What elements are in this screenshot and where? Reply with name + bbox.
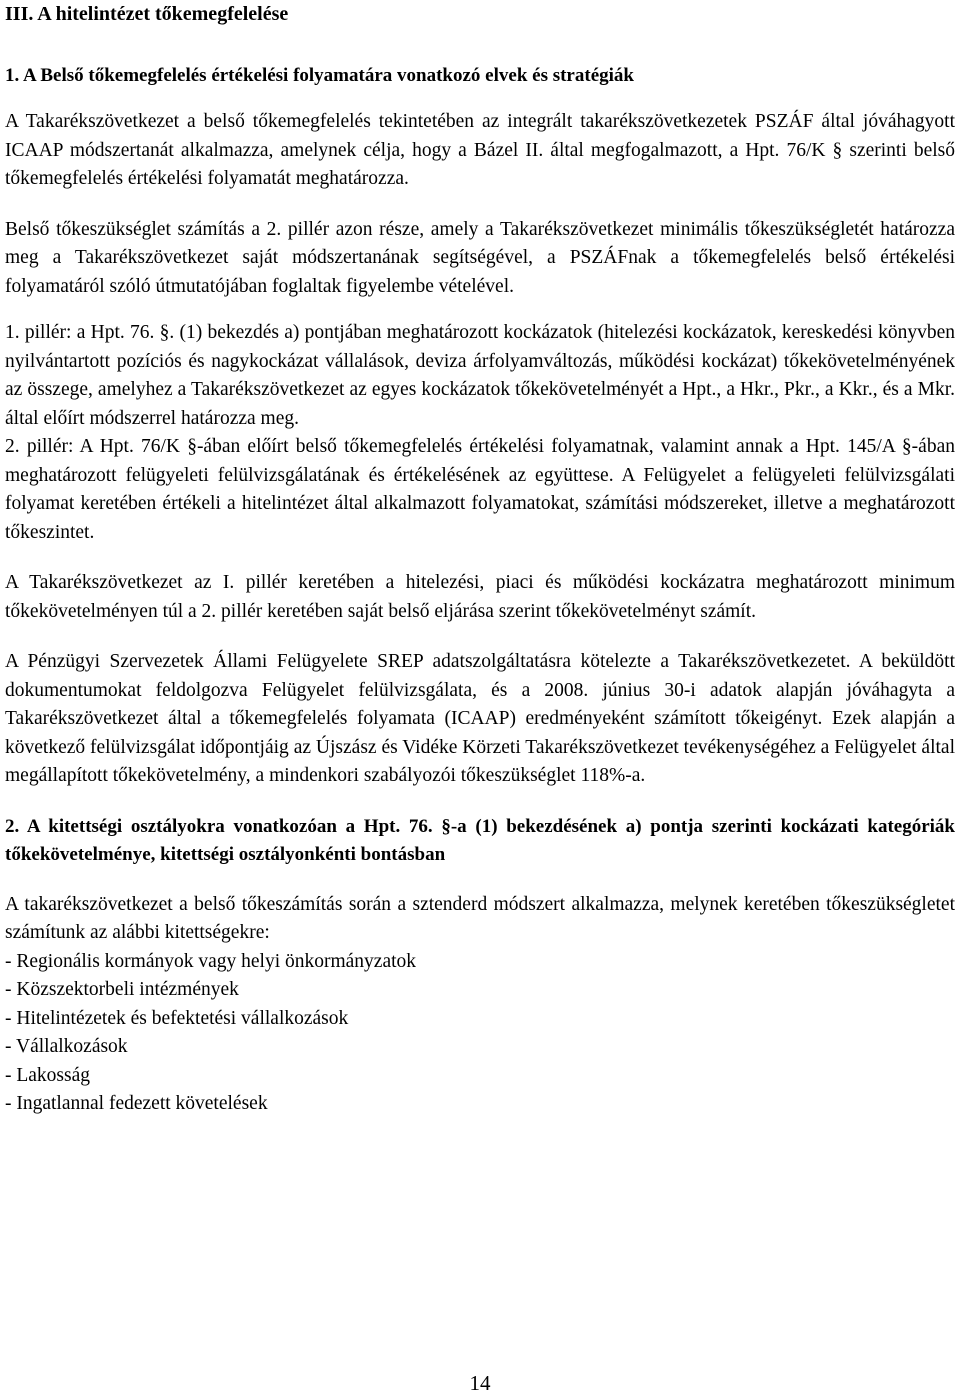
paragraph-icaap-intro: A Takarékszövetkezet a belső tőkemegfelelés tekintetében az integrált takarékszövetkezetek PSZÁF által jóváhagyott ICAAP módszertanát alkalmazza, amelynek célja, hogy a Bázel II. által megfogalmazott, a Hpt. 76/K § szerinti belső tőkemegfelelés értékelési folyamatát meghatározza. — [5, 111, 955, 189]
paragraph-internal-capital: Belső tőkeszükséglet számítás a 2. pillér azon része, amely a Takarékszövetkezet minimális tőkeszükségletét határozza meg a Takarékszövetkezet saját módszertanának segítségével, a PSZÁFnak a tőkemegfelelés belső értékelési folyamatáról szóló útmutatójában foglaltak figyelembe vételével. — [5, 218, 955, 297]
list-item: - Hitelintézetek és befektetési vállalkozások — [5, 1007, 349, 1029]
spacer — [5, 301, 955, 319]
document-page — [5, 0, 955, 1119]
spacer — [5, 194, 955, 216]
exposure-class-list — [5, 948, 955, 1119]
paragraph-capital-requirement: A Takarékszövetkezet az I. pillér keretében a hitelezési, piaci és működési kockázatra meghatározott minimum tőkekövetelményen túl a 2. pillér keretében saját belső eljárása szerint tőkekövetelményt számít. — [5, 572, 955, 622]
list-item: - Vállalkozások — [5, 1036, 128, 1057]
paragraph-pillar-2: 2. pillér: A Hpt. 76/K §-ában előírt belső tőkemegfelelés értékelési folyamatnak, valamint annak a Hpt. 145/A §-ában meghatározott felügyeleti felülvizsgálatának és értékelésének az együttese. A Felügyelet a felügyeleti felülvizsgálati folyamat keretében értékeli a hitelintézet által alkalmazott folyamatokat, számítási módszereket, illetve a meghatározott tőkeszintet. — [5, 436, 955, 543]
spacer — [5, 28, 955, 62]
spacer — [5, 90, 955, 108]
section-title: III. A hitelintézet tőkemegfelelése — [5, 3, 289, 25]
spacer — [5, 791, 955, 813]
paragraph-srep: A Pénzügyi Szervezetek Állami Felügyelete SREP adatszolgáltatásra kötelezte a Takarékszövetkezetet. A beküldött dokumentumokat feldolgozva Felügyelet felülvizsgálata, és a 2008. június 30-i adatok alapján jóváhagyta a Takarékszövetkezet által a tőkemegfelelés folyamata (ICAAP) eredményeként számított tőkeigényt. Ezek alapján a következő felülvizsgálat időpontjáig az Újszász és Vidéke Körzeti Takarékszövetkezet tevékenységéhez a Felügyelet által megállapított tőkekövetelmény, a mindenkori szabályozói tőkeszükséglet 118%-a. — [5, 651, 955, 786]
paragraph-standard-method: A takarékszövetkezet a belső tőkeszámítás során a sztenderd módszert alkalmazza, melynek keretében tőkeszükségletet számítunk az alábbi kitettségekre: — [5, 893, 955, 943]
page-number: 14 — [469, 1371, 491, 1395]
list-item: - Ingatlannal fedezett követelések — [5, 1093, 268, 1114]
list-item: - Lakosság — [5, 1064, 91, 1086]
subsection-2-title: 2. A kitettségi osztályokra vonatkozóan a Hpt. 76. §-a (1) bekezdésének a) pontja szerinti kockázati kategóriák tőkekövetelménye, kitettségi osztályonkénti bontásban — [5, 815, 955, 865]
list-item: - Regionális kormányok vagy helyi önkormányzatok — [5, 950, 417, 972]
spacer — [5, 869, 955, 891]
spacer — [5, 626, 955, 648]
list-item: - Közszektorbeli intézmények — [5, 979, 239, 1000]
paragraph-pillar-1: 1. pillér: a Hpt. 76. §. (1) bekezdés a) pontjában meghatározott kockázatok (hitelezési kockázatok, kereskedési könyvben nyilvántartott pozíciós és nagykockázat vállalások, deviza árfolyamváltozás, működési kockázat) tőkekövetelményének az összege, amelyhez a Takarékszövetkezet az egyes kockázatok tőkekövetelményét a Hpt., a Hkr., Pkr., a Kkr., és a Mkr. által előírt módszerrel határozza meg. — [5, 322, 955, 429]
spacer — [5, 547, 955, 569]
subsection-1-title: 1. A Belső tőkemegfelelés értékelési folyamatára vonatkozó elvek és stratégiák — [5, 65, 634, 86]
